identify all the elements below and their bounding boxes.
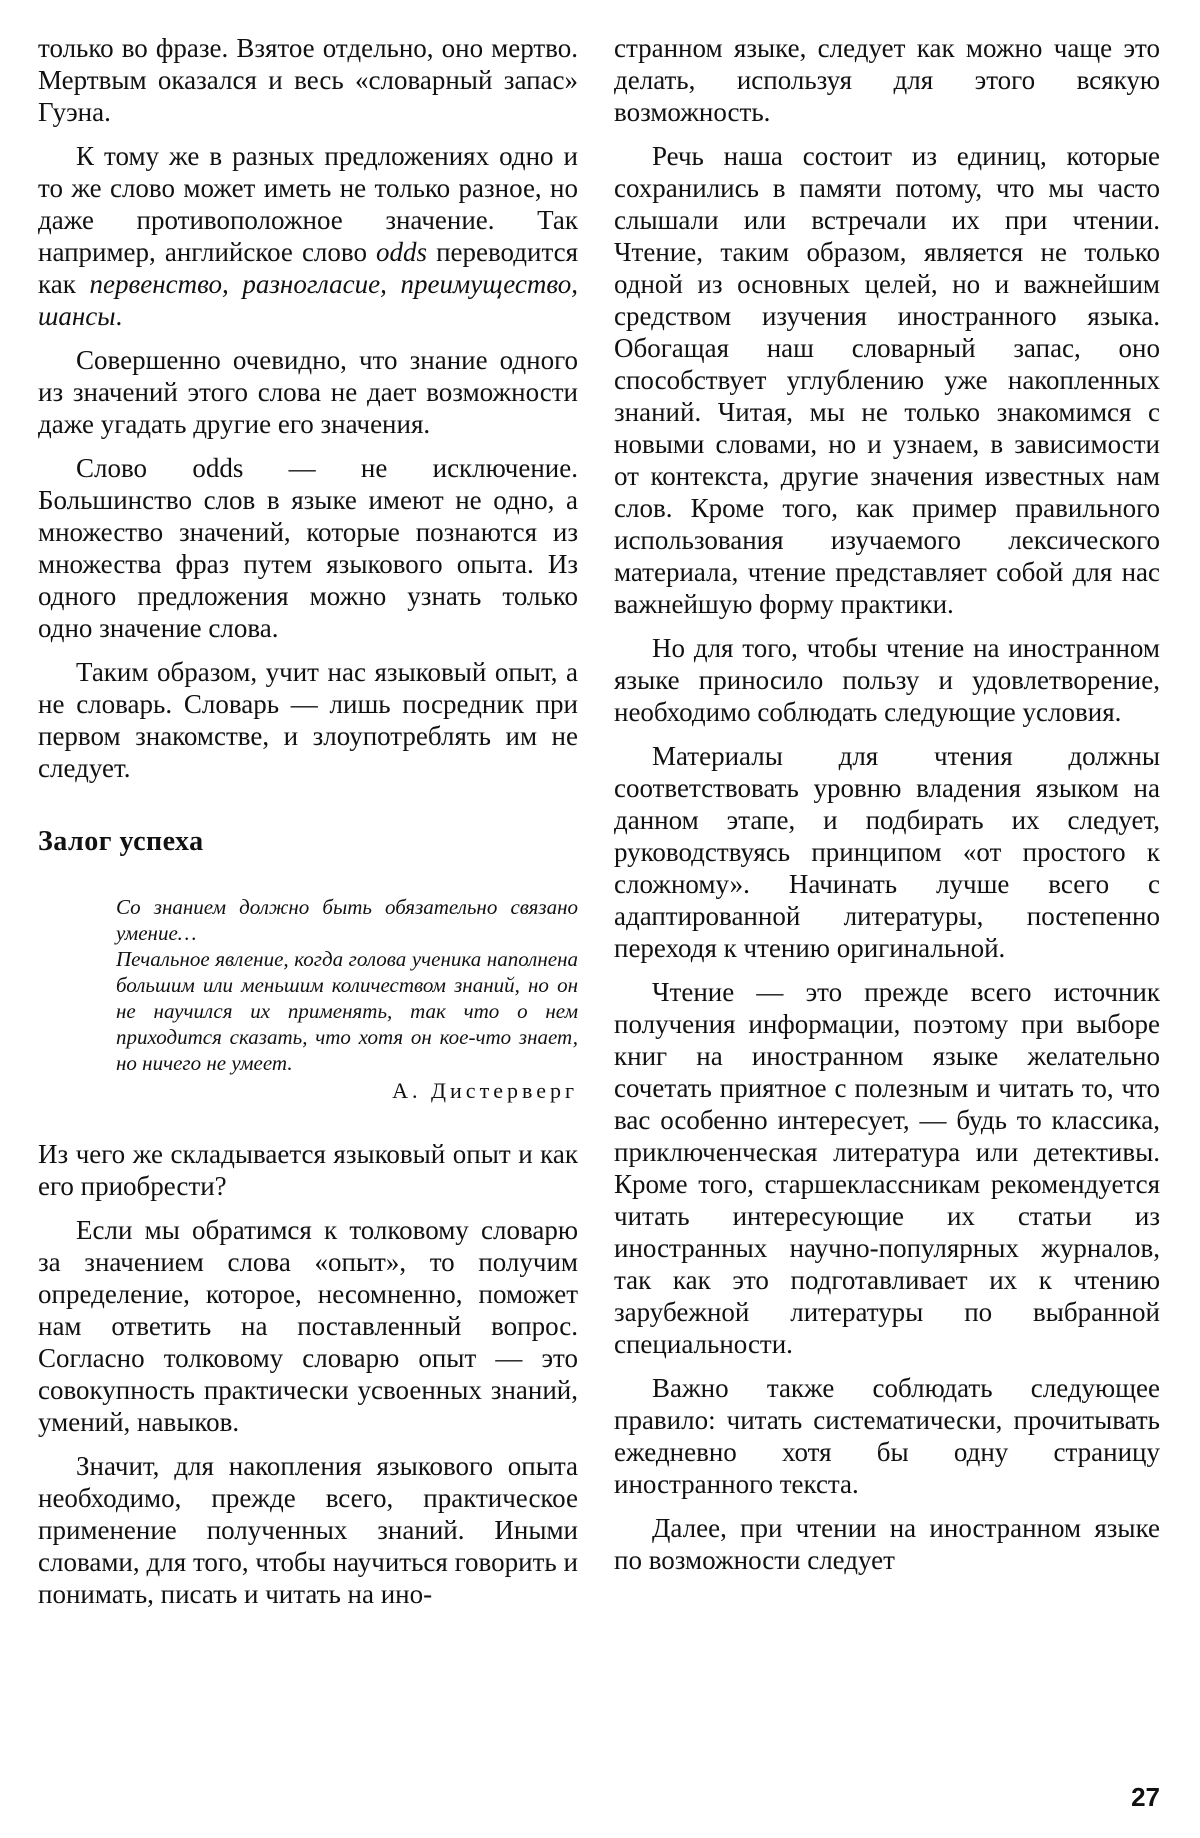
paragraph: Слово odds — не исключение. Большинство слов в языке имеют не одно, а множество значений, которые познаются из множества фраз путем языкового опыта. Из одного предложения можно узнать только одно значение слова. [38,453,578,643]
left-column [38,32,578,1622]
section-heading: Залог успеха [38,826,204,857]
epigraph-author: А. Дистерверг [392,1078,578,1103]
paragraph-text: переводится как [38,237,578,299]
paragraph: Материалы для чтения должны соответствовать уровню владения языком на данном этапе, и подбирать их следует, руководствуясь принципом «от простого к сложному». Начинать лучше всего с адаптированной литературы, постепенно переходя к чтению оригинальной. [614,741,1160,963]
paragraph: Речь наша состоит из единиц, которые сохранились в памяти потому, что мы часто слышали или встречали их при чтении. Чтение, таким образом, является не только одной из основных целей, но и важнейшим средством изучения иностранного языка. Обогащая наш словарный запас, оно способствует углублению уже накопленных знаний. Читая, мы не только знакомимся с новыми словами, но и узнаем, в зависимости от контекста, другие значения известных нам слов. Кроме того, как пример правильного использования изучаемого лексического материала, чтение представляет собой для нас важнейшую форму практики. [614,141,1160,619]
paragraph: Чтение — это прежде всего источник получения информации, поэтому при выборе книг на иностранном языке желательно сочетать приятное с полезным и читать то, что вас особенно интересует, — будь то классика, приключенческая литература или детективы. Кроме того, старшеклассникам рекомендуется читать интересующие их статьи из иностранных научно-популярных журналов, так как это подготавливает их к чтению зарубежной литературы по выбранной специальности. [614,977,1160,1359]
epigraph [116,894,578,1104]
paragraph: Таким образом, учит нас языковый опыт, а не словарь. Словарь — лишь посредник при первом знакомстве, и злоупотреблять им не следует. [38,657,578,783]
paragraph: Совершенно очевидно, что знание одного из значений этого слова не дает возможности даже угадать другие его значения. [38,345,578,439]
paragraph: Из чего же складывается языковый опыт и как его приобрести? [38,1139,578,1201]
paragraph: странном языке, следует как можно чаще это делать, используя для этого всякую возможность. [614,33,1160,127]
paragraph: Если мы обратимся к толковому словарю за значением слова «опыт», то получим определение, которое, несомненно, поможет нам ответить на поставленный вопрос. Согласно толковому словарю опыт — это совокупность практически усвоенных знаний, умений, навыков. [38,1215,578,1437]
paragraph [38,140,578,332]
epigraph-line: Печальное явление, когда голова ученика наполнена большим или меньшим количеством знаний, но он не научился их применять, так что о нем приходится сказать, что хотя он кое-что знает, но ничего не умеет. [116,947,578,1075]
page-number: 27 [1131,1782,1160,1812]
word-meanings: первенство, разногласие, преимущество, шансы [38,269,578,331]
paragraph-text: . [115,301,123,331]
foreign-word: odds [376,237,428,267]
paragraph: только во фразе. Взятое отдельно, оно мертво. Мертвым оказался и весь «словарный запас» Гуэна. [38,33,578,127]
paragraph: Но для того, чтобы чтение на иностранном языке приносило пользу и удовлетворение, необходимо соблюдать следующие условия. [614,633,1160,727]
right-column [614,32,1160,1588]
paragraph-text: К тому же в разных предложениях одно и то же слово может иметь не только разное, но даже противоположное значение. Так например, английское слово [38,141,578,267]
epigraph-line: Со знанием должно быть обязательно связано умение… [116,895,578,945]
paragraph: Важно также соблюдать следующее правило: читать систематически, прочитывать ежедневно хотя бы одну страницу иностранного текста. [614,1373,1160,1499]
paragraph: Значит, для накопления языкового опыта необходимо, прежде всего, практическое применение полученных знаний. Иными словами, для того, чтобы научиться говорить и понимать, писать и читать на ино- [38,1451,578,1609]
paragraph: Далее, при чтении на иностранном языке по возможности следует [614,1513,1160,1575]
